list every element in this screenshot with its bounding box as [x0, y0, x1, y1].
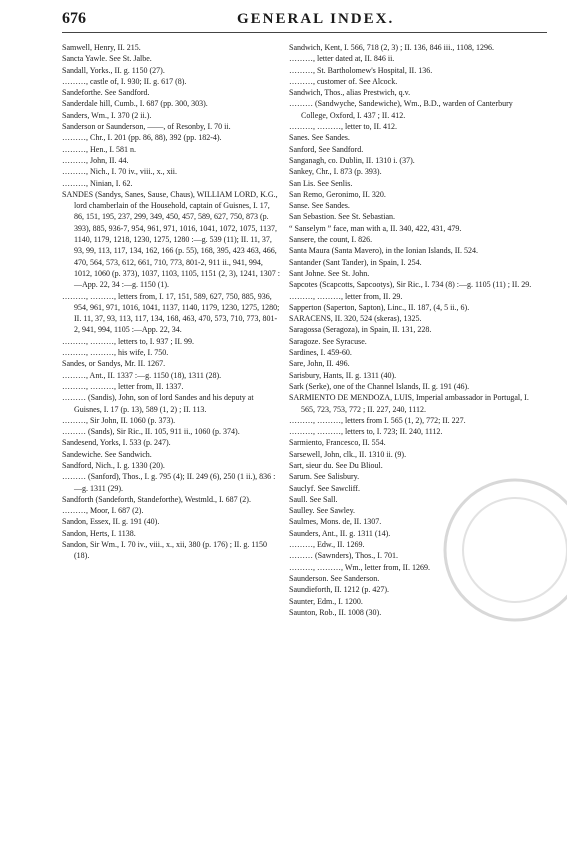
index-entry: ………, ………, letters from I. 565 (1, 2), 772; II. 227. [289, 415, 466, 425]
index-entry: Sanse. See Sandes. [289, 201, 350, 211]
index-entry: Sansere, the count, I. 826. [289, 235, 373, 245]
index-entry: ………, castle of, I. 930; II. g. 617 (8). [62, 76, 187, 86]
index-entry: Sandeforthe. See Sandford. [62, 88, 150, 98]
index-entry: ………, Edw., II. 1269. [289, 540, 365, 550]
index-entry: San Remo, Geronimo, II. 320. [289, 189, 386, 199]
index-entry: Sardines, I. 459-60. [289, 348, 352, 358]
index-entry: Sarmiento, Francesco, II. 554. [289, 438, 386, 448]
index-entry: ………, ………, letter to, II. 412. [289, 122, 397, 132]
index-entry: Saragossa (Seragoza), in Spain, II. 131, 228. [289, 325, 432, 335]
index-entry: Sarsewell, John, clk., II. 1310 ii. (9). [289, 449, 407, 459]
index-entry: ……… (Sandis), John, son of lord Sandes and his deputy at Guisnes, I. 17 (p. 13), 589 (1, 2) ; II. 113. [62, 393, 254, 414]
index-entry: ………, Ninian, I. 62. [62, 178, 133, 188]
index-entry: Saulley. See Sawley. [289, 506, 356, 516]
index-entry: San Lis. See Senlis. [289, 178, 353, 188]
index-entry: ………, customer of. See Alcock. [289, 76, 398, 86]
index-entry: Sandall, Yorks., II. g. 1150 (27). [62, 65, 165, 75]
index-entry: Saunter, Edm., I. 1200. [289, 596, 363, 606]
index-entry: ………, letter dated at, II. 846 ii. [289, 54, 395, 64]
index-entry: Saunderson. See Sanderson. [289, 573, 380, 583]
index-entry: Sankey, Chr., I. 873 (p. 393). [289, 167, 382, 177]
index-entry: ………, Moor, I. 687 (2). [62, 506, 144, 516]
index-entry: ………, Chr., I. 201 (pp. 86, 88), 392 (pp. 182-4). [62, 133, 222, 143]
index-entry: Saragoze. See Syracuse. [289, 336, 367, 346]
index-entry: SANDES (Sandys, Sanes, Sause, Chaus), WILLIAM LORD, K.G., lord chamberlain of the Household, captain of Guisnes, I. 17, 86, 151, 195, 237, 299, 349, 450, 457, 589, 627, 750, 873 (p. 393), 885, 936-7, 954, 961, 971, 1016, 1041, 1072, 1075, 1137, 1140, 1179, 1218, 1230, 1275, 1280 :—g. 539 (11); II. 11, 37, 93, 99, 113, 117, 134, 162, 166 (p. 55), 168, 395, 423 463, 466, 470, 564, 573, 612, 661, 710, 773, 801-2, 911 ii., 941, 994, 1012, 1060 (p. 373), 1037, 1103, 1105, 1151 (2, 3), 1241, 1307 :—App. 22, 34 :—g. 1150 (1). [62, 189, 280, 290]
index-entry: Sanes. See Sandes. [289, 133, 350, 143]
index-entry: Sancta Yawle. See St. Jalbe. [62, 54, 152, 64]
index-entry: Sandford, Nich., I. g. 1330 (20). [62, 460, 165, 470]
index-entry: Sarisbury, Hants, II. g. 1311 (40). [289, 370, 397, 380]
index-entry: Sauclyf. See Sawcliff. [289, 483, 360, 493]
index-entry: Sandforth (Sandeforth, Standeforthe), Westmld., I. 687 (2). [62, 494, 251, 504]
index-entry: “ Sanselym ” face, man with a, II. 340, 422, 431, 479. [289, 223, 462, 233]
index-entry: SARACENS, II. 320, 524 (skeras), 1325. [289, 314, 422, 324]
index-entry: ………, ………, his wife, I. 750. [62, 348, 169, 358]
index-entry: Sandwich, Thos., alias Prestwich, q.v. [289, 88, 411, 98]
index-entry: ………, Ant., II. 1337 :—g. 1150 (18), 1311 (28). [62, 370, 222, 380]
index-entry: Sandes, or Sandys, Mr. II. 1267. [62, 359, 166, 369]
header-rule [62, 32, 547, 33]
index-entry: ………, ………, letters to, I. 723; II. 240, 1112. [289, 427, 443, 437]
index-entry: Saull. See Sall. [289, 494, 338, 504]
index-entry: Saundieforth, II. 1212 (p. 427). [289, 585, 389, 595]
index-entry: Sandon, Sir Wm., I. 70 iv., viii., x., xii, 380 (p. 176) ; II. g. 1150 (18). [62, 540, 268, 561]
index-entry: ………, ………, letters to, I. 937 ; II. 99. [62, 336, 194, 346]
index-entry: Sandewiche. See Sandwich. [62, 449, 152, 459]
page-header [62, 10, 547, 32]
index-entry: Samwell, Henry, II. 215. [62, 43, 141, 52]
index-entry: ………, Nich., I. 70 iv., viii., x., xii. [62, 167, 178, 177]
index-entry: Sandwich, Kent, I. 566, 718 (2, 3) ; II. 136, 846 iii., 1108, 1296. [289, 43, 495, 52]
index-entry: Sandesend, Yorks, I. 533 (p. 247). [62, 438, 171, 448]
index-entry: ………, ………, letter from, II. 29. [289, 291, 403, 301]
index-entry: ………, Sir John, II. 1060 (p. 373). [62, 415, 176, 425]
index-entry: Sanders, Wm., I. 370 (2 ii.). [62, 110, 152, 120]
index-entry: Sandon, Herts, I. 1138. [62, 528, 136, 538]
index-entry: Saunton, Rob., II. 1008 (30). [289, 607, 382, 617]
page-title: GENERAL INDEX. [237, 11, 395, 27]
index-entry: ………, ………, letters from, I. 17, 151, 589, 627, 750, 885, 936, 954, 961, 971, 1016, 1041, 1137, 1140, 1179, 1230, 1275, 1280; II. 11, 37, 93, 113, 117, 134, 168, 463, 470, 573, 710, 773, 801-2, 941, 994, 1105 :—App. 22, 34. [62, 291, 280, 335]
index-entry: Sanderson or Saunderson, ——, of Resonby, I. 70 ii. [62, 122, 231, 132]
index-entry: Sark (Serke), one of the Channel Islands, II. g. 191 (46). [289, 381, 470, 391]
index-entry: Saunders, Ant., II. g. 1311 (14). [289, 528, 391, 538]
index-entry: Sant Johne. See St. John. [289, 268, 370, 278]
index-entry: SARMIENTO DE MENDOZA, LUIS, Imperial ambassador in Portugal, I. 565, 723, 753, 772 ; II. 227, 240, 1112. [289, 393, 529, 414]
index-column-left [62, 42, 280, 562]
index-entry: Sandon, Essex, II. g. 191 (40). [62, 517, 160, 527]
index-entry: ………, ………, letter from, II. 1337. [62, 381, 184, 391]
index-entry: ………, ………, Wm., letter from, II. 1269. [289, 562, 430, 572]
index-entry: Santander (Sant Tander), in Spain, I. 254. [289, 257, 422, 267]
index-entry: Sare, John, II. 496. [289, 359, 350, 369]
index-entry: ……… (Sanford), Thos., I. g. 795 (4); II. 249 (6), 250 (1 ii.), 836 :—g. 1311 (29). [62, 472, 276, 493]
index-entry: Sanford, See Sandford. [289, 144, 364, 154]
index-entry: Sarum. See Salisbury. [289, 472, 360, 482]
index-entry: ……… (Sawnders), Thos., I. 701. [289, 551, 398, 561]
index-entry: Santa Maura (Santa Mavero), in the Ionian Islands, II. 524. [289, 246, 479, 256]
index-entry: Sanderdale hill, Cumb., I. 687 (pp. 300, 303). [62, 99, 208, 109]
index-entry: Sanganagh, co. Dublin, II. 1310 i. (37). [289, 155, 415, 165]
index-entry: San Sebastion. See St. Sebastian. [289, 212, 395, 222]
index-entry: Saulmes, Mons. de, II. 1307. [289, 517, 382, 527]
index-entry: ………, Hen., I. 581 n. [62, 144, 136, 154]
index-entry: Sapperton (Saperton, Sapton), Linc., II. 187, (4, 5 ii., 6). [289, 302, 470, 312]
page-number: 676 [62, 10, 86, 27]
index-entry: Sart, sieur du. See Du Blioul. [289, 460, 383, 470]
index-entry: ………, John, II. 44. [62, 155, 129, 165]
index-entry: ………, St. Bartholomew's Hospital, II. 136. [289, 65, 433, 75]
index-entry: Sapcotes (Scapcotts, Sapcootys), Sir Ric., I. 734 (8) :—g. 1105 (11) ; II. 29. [289, 280, 532, 290]
index-column-right [289, 42, 535, 618]
index-entry: ……… (Sands), Sir Ric., II. 105, 911 ii., 1060 (p. 374). [62, 427, 240, 437]
index-entry: ……… (Sandwyche, Sandewiche), Wm., B.D., warden of Canterbury College, Oxford, I. 437 ; II. 412. [289, 99, 513, 120]
